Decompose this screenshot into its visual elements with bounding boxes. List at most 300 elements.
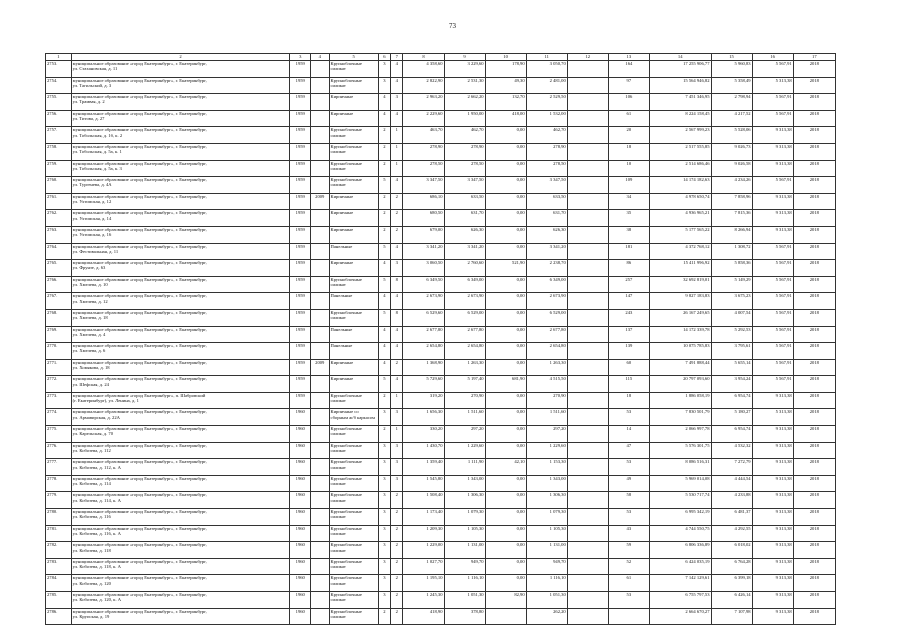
total-area: 4 358,60	[403, 61, 444, 78]
row-number: 2778.	[46, 475, 72, 492]
column-12	[567, 260, 608, 277]
limit-per-sqm: 5 567,91	[752, 243, 793, 260]
row-number: 2780.	[46, 509, 72, 526]
row-number: 2762.	[46, 210, 72, 227]
address-cell	[71, 525, 290, 542]
column-12	[567, 608, 608, 625]
year-built: 1960	[290, 492, 311, 509]
year-renovated	[311, 542, 329, 559]
planned-year: 2018	[793, 558, 835, 575]
entrances: 3	[391, 442, 403, 459]
year-renovated	[311, 127, 329, 144]
repair-cost: 5 969 014,08	[649, 475, 711, 492]
address-line-2: ул. Армавирская, д. 22А	[72, 414, 120, 420]
row-number: 2767.	[46, 293, 72, 310]
column-number-header: 17	[793, 54, 835, 61]
row-number: 2755.	[46, 94, 72, 111]
limit-per-sqm: 5 567,91	[752, 110, 793, 127]
floors: 5	[378, 243, 390, 260]
limit-per-sqm: 5 567,91	[752, 61, 793, 78]
year-built: 1960	[290, 442, 311, 459]
repair-cost: 6 755 797,53	[649, 592, 711, 609]
address-line-1: муниципальное образование «город Екатеринбург», г. Екатеринбург,	[72, 276, 207, 282]
limit-per-sqm: 5 567,91	[752, 326, 793, 343]
column-12	[567, 542, 608, 559]
cost-per-sqm: 6 954,74	[711, 392, 752, 409]
address-line-2: ул. Хмелева, д. 4	[72, 331, 106, 337]
repair-cost: 2 066 997,78	[649, 426, 711, 443]
premises-area: 631,70	[444, 210, 485, 227]
municipal-area: 0,00	[485, 276, 526, 293]
premises-area: 3 341,20	[444, 243, 485, 260]
private-area: 626,30	[526, 226, 567, 243]
private-area: 1 116,10	[526, 575, 567, 592]
table-row	[46, 409, 836, 426]
residents-count: 38	[608, 226, 649, 243]
repair-cost: 15 564 946,82	[649, 77, 711, 94]
table-row	[46, 359, 836, 376]
entrances: 3	[391, 409, 403, 426]
address-line-2: ул. Кобозева, д. 114	[72, 481, 111, 487]
address-line-2: ул. Карельская, д. 70	[72, 431, 113, 437]
column-number-header: 9	[444, 54, 485, 61]
wall-material: Кирпичные	[329, 376, 378, 393]
column-12	[567, 575, 608, 592]
column-12	[567, 143, 608, 160]
entrances: 4	[391, 110, 403, 127]
entrances: 1	[391, 160, 403, 177]
year-renovated	[311, 177, 329, 194]
limit-per-sqm: 9 313,38	[752, 509, 793, 526]
residents-count: 164	[608, 61, 649, 78]
year-built: 1960	[290, 409, 311, 426]
premises-area: 2 531,30	[444, 77, 485, 94]
premises-area: 297,20	[444, 426, 485, 443]
residents-count: 61	[608, 575, 649, 592]
address-line-2: (г. Екатеринбург), ул. Ленина, д. 1	[72, 398, 139, 404]
row-number: 2773.	[46, 392, 72, 409]
planned-year: 2018	[793, 94, 835, 111]
row-number: 2782.	[46, 542, 72, 559]
column-12	[567, 592, 608, 609]
residents-count: 18	[608, 143, 649, 160]
wall-material: Панельные	[329, 326, 378, 343]
total-area: 319,20	[403, 392, 444, 409]
floors: 2	[378, 143, 390, 160]
column-12	[567, 326, 608, 343]
year-renovated: 2009	[311, 193, 329, 210]
address-cell	[71, 309, 290, 326]
total-area: 3 347,50	[403, 177, 444, 194]
address-cell	[71, 359, 290, 376]
table-row	[46, 459, 836, 476]
private-area: 1 229,60	[526, 442, 567, 459]
entrances: 2	[391, 525, 403, 542]
row-number: 2764.	[46, 243, 72, 260]
cost-per-sqm: 5 358,49	[711, 77, 752, 94]
cost-per-sqm: 4 007,54	[711, 309, 752, 326]
table-row	[46, 260, 836, 277]
total-area: 1 368,90	[403, 359, 444, 376]
row-number: 2771.	[46, 359, 72, 376]
repair-cost: 4 978 650,74	[649, 193, 711, 210]
private-area: 4 515,50	[526, 376, 567, 393]
repair-cost: 2 567 999,23	[649, 127, 711, 144]
limit-per-sqm: 9 313,38	[752, 459, 793, 476]
premises-area: 270,90	[444, 392, 485, 409]
premises-area: 278,50	[444, 160, 485, 177]
planned-year: 2018	[793, 475, 835, 492]
wall-material: Кирпичные	[329, 226, 378, 243]
wall-material: Крупноблочные силикат	[329, 442, 378, 459]
repair-cost: 10 075 785,83	[649, 343, 711, 360]
cost-per-sqm: 5 292,53	[711, 326, 752, 343]
table-row	[46, 525, 836, 542]
address-line-1: муниципальное образование «город Екатеринбург», г. Екатеринбург,	[72, 343, 207, 349]
table-row	[46, 210, 836, 227]
private-area: 3 341,20	[526, 243, 567, 260]
year-built: 1960	[290, 542, 311, 559]
year-built: 1959	[290, 276, 311, 293]
repair-cost: 8 224 158,45	[649, 110, 711, 127]
address-line-1: муниципальное образование «город Екатеринбург», г. Екатеринбург,	[72, 77, 207, 83]
planned-year: 2018	[793, 592, 835, 609]
year-renovated	[311, 61, 329, 78]
wall-material: Крупноблочные силикат	[329, 276, 378, 293]
entrances: 2	[391, 558, 403, 575]
premises-area: 626,30	[444, 226, 485, 243]
wall-material: Крупноблочные силикат	[329, 608, 378, 625]
address-line-1: муниципальное образование «город Екатеринбург», г. Екатеринбург,	[72, 309, 207, 315]
address-line-1: муниципальное образование «город Екатеринбург», п. Шабровский	[72, 392, 206, 398]
entrances: 4	[391, 61, 403, 78]
total-area: 2 673,90	[403, 293, 444, 310]
table-row	[46, 61, 836, 78]
row-number: 2763.	[46, 226, 72, 243]
address-line-1: муниципальное образование «город Екатеринбург», г. Екатеринбург,	[72, 177, 207, 183]
address-cell	[71, 177, 290, 194]
address-cell	[71, 343, 290, 360]
entrances: 3	[391, 475, 403, 492]
residents-count: 34	[608, 193, 649, 210]
planned-year: 2018	[793, 160, 835, 177]
row-number: 2785.	[46, 592, 72, 609]
repair-cost: 17 255 906,77	[649, 61, 711, 78]
municipal-area: 0,00	[485, 509, 526, 526]
wall-material: Кирпичные	[329, 210, 378, 227]
address-cell	[71, 376, 290, 393]
limit-per-sqm: 9 313,38	[752, 592, 793, 609]
municipal-area: 0,00	[485, 309, 526, 326]
limit-per-sqm: 5 567,91	[752, 359, 793, 376]
cost-per-sqm: 5 858,36	[711, 260, 752, 277]
address-line-2: ул. Кобозева, д. 120	[72, 580, 111, 586]
column-number-header: 5	[329, 54, 378, 61]
address-cell	[71, 492, 290, 509]
wall-material: Панельные	[329, 343, 378, 360]
private-area: 1 079,30	[526, 509, 567, 526]
address-line-1: муниципальное образование «город Екатеринбург», г. Екатеринбург,	[72, 542, 207, 548]
wall-material: Крупноблочные силикат	[329, 592, 378, 609]
floors: 4	[378, 326, 390, 343]
wall-material: Крупноблочные силикат	[329, 459, 378, 476]
floors: 2	[378, 210, 390, 227]
private-area: 2 654,80	[526, 343, 567, 360]
wall-material: Крупноблочные силикат	[329, 309, 378, 326]
private-area: 297,20	[526, 426, 567, 443]
column-number-header: 13	[608, 54, 649, 61]
floors: 2	[378, 608, 390, 625]
floors: 3	[378, 409, 390, 426]
entrances: 4	[391, 376, 403, 393]
address-line-1: муниципальное образование «город Екатеринбург», г. Екатеринбург,	[72, 260, 207, 266]
repair-cost: 14 174 182,63	[649, 177, 711, 194]
wall-material: Крупноблочные силикат	[329, 160, 378, 177]
address-cell	[71, 243, 290, 260]
municipal-area: 0,00	[485, 243, 526, 260]
private-area: 1 153,30	[526, 459, 567, 476]
premises-area: 1 306,30	[444, 492, 485, 509]
row-number: 2776.	[46, 442, 72, 459]
total-area: 1 195,10	[403, 575, 444, 592]
residents-count: 47	[608, 442, 649, 459]
column-12	[567, 177, 608, 194]
address-line-1: муниципальное образование «город Екатеринбург», г. Екатеринбург,	[72, 143, 207, 149]
cost-per-sqm: 4 234,26	[711, 177, 752, 194]
premises-area: 2 654,80	[444, 343, 485, 360]
address-line-1: муниципальное образование «город Екатеринбург», г. Екатеринбург,	[72, 475, 207, 481]
planned-year: 2018	[793, 276, 835, 293]
residents-count: 61	[608, 110, 649, 127]
municipal-area: 0,00	[485, 210, 526, 227]
cost-per-sqm: 1 308,72	[711, 243, 752, 260]
municipal-area: 0,00	[485, 343, 526, 360]
row-number: 2784.	[46, 575, 72, 592]
year-renovated: 2009	[311, 359, 329, 376]
cost-per-sqm: 6 764,28	[711, 558, 752, 575]
municipal-area: 82,90	[485, 592, 526, 609]
wall-material: Крупноблочные силикат	[329, 426, 378, 443]
address-cell	[71, 475, 290, 492]
address-line-2: ул. Тобольская, д. 5а, к. 1	[72, 149, 122, 155]
wall-material: Крупноблочные силикат	[329, 61, 378, 78]
repair-cost: 4 372 768,12	[649, 243, 711, 260]
address-line-2: ул. Кобозева, д. 112, к. А	[72, 464, 121, 470]
table-row	[46, 177, 836, 194]
address-cell	[71, 293, 290, 310]
private-area: 633,50	[526, 193, 567, 210]
total-area: 2 822,90	[403, 77, 444, 94]
table-row	[46, 160, 836, 177]
address-line-2: ул. Кобозева, д. 120, к. А	[72, 597, 122, 603]
year-built: 1960	[290, 592, 311, 609]
year-renovated	[311, 260, 329, 277]
premises-area: 1 105,30	[444, 525, 485, 542]
cost-per-sqm: 4 532,32	[711, 442, 752, 459]
row-number: 2765.	[46, 260, 72, 277]
repair-cost: 6 995 342,19	[649, 509, 711, 526]
address-line-2: ул. Стахановская, д. 11	[72, 66, 118, 72]
entrances: 8	[391, 309, 403, 326]
year-renovated	[311, 492, 329, 509]
row-number: 2786.	[46, 608, 72, 625]
floors: 3	[378, 475, 390, 492]
address-line-2: ул. Фестивальная, д. 11	[72, 248, 119, 254]
private-area: 631,70	[526, 210, 567, 227]
total-area: 3 341,20	[403, 243, 444, 260]
address-cell	[71, 575, 290, 592]
municipal-area: 0,00	[485, 293, 526, 310]
residents-count: 115	[608, 376, 649, 393]
column-number-header: 12	[567, 54, 608, 61]
table-row	[46, 558, 836, 575]
floors: 2	[378, 160, 390, 177]
column-12	[567, 210, 608, 227]
address-line-2: ул. Титова, д. 27	[72, 116, 105, 122]
residents-count: 59	[608, 542, 649, 559]
repair-cost: 7 830 501,79	[649, 409, 711, 426]
year-renovated	[311, 442, 329, 459]
wall-material: Крупноблочные силикат	[329, 475, 378, 492]
municipal-area: 0,00	[485, 226, 526, 243]
address-line-2: ул. Ухтомская, д. 12	[72, 199, 112, 205]
total-area: 2 677,80	[403, 326, 444, 343]
premises-area: 5 197,40	[444, 376, 485, 393]
total-area: 686,10	[403, 193, 444, 210]
municipal-area: 0,00	[485, 525, 526, 542]
row-number: 2768.	[46, 309, 72, 326]
total-area: 5 729,60	[403, 376, 444, 393]
address-line-1: муниципальное образование «город Екатеринбург», г. Екатеринбург,	[72, 326, 207, 332]
address-line-1: муниципальное образование «город Екатеринбург», г. Екатеринбург,	[72, 127, 207, 133]
row-number: 2757.	[46, 127, 72, 144]
floors: 3	[378, 77, 390, 94]
table-row	[46, 542, 836, 559]
year-built: 1960	[290, 475, 311, 492]
year-renovated	[311, 525, 329, 542]
limit-per-sqm: 5 567,91	[752, 177, 793, 194]
entrances: 1	[391, 426, 403, 443]
row-number: 2766.	[46, 276, 72, 293]
cost-per-sqm: 7 858,96	[711, 193, 752, 210]
limit-per-sqm: 9 313,38	[752, 226, 793, 243]
repair-cost: 6 424 035,19	[649, 558, 711, 575]
residents-count: 86	[608, 260, 649, 277]
private-area: 1 131,00	[526, 542, 567, 559]
address-line-2: ул. Кобозева, д. 116, к. А	[72, 530, 121, 536]
address-line-2: ул. Фрунзе, д. 63	[72, 265, 106, 271]
column-12	[567, 392, 608, 409]
cost-per-sqm: 3 954,24	[711, 376, 752, 393]
planned-year: 2018	[793, 492, 835, 509]
total-area: 6 529,60	[403, 309, 444, 326]
entrances: 2	[391, 492, 403, 509]
limit-per-sqm: 9 313,38	[752, 193, 793, 210]
column-12	[567, 127, 608, 144]
floors: 3	[378, 61, 390, 78]
limit-per-sqm: 9 313,38	[752, 558, 793, 575]
row-number: 2756.	[46, 110, 72, 127]
cost-per-sqm: 9 026,73	[711, 143, 752, 160]
planned-year: 2018	[793, 77, 835, 94]
year-built: 1959	[290, 193, 311, 210]
table-row	[46, 376, 836, 393]
premises-area: 2 760,60	[444, 260, 485, 277]
column-number-header: 14	[649, 54, 711, 61]
total-area: 1 173,40	[403, 509, 444, 526]
limit-per-sqm: 5 567,91	[752, 260, 793, 277]
residents-count: 53	[608, 592, 649, 609]
address-line-1: муниципальное образование «город Екатеринбург», г. Екатеринбург,	[72, 293, 207, 299]
repair-cost: 7 491 888,44	[649, 359, 711, 376]
private-area: 1 105,30	[526, 525, 567, 542]
private-area: 1 051,30	[526, 592, 567, 609]
cost-per-sqm: 5 528,06	[711, 127, 752, 144]
column-12	[567, 525, 608, 542]
column-12	[567, 243, 608, 260]
total-area: 330,20	[403, 426, 444, 443]
cost-per-sqm: 9 026,58	[711, 160, 752, 177]
limit-per-sqm: 9 313,38	[752, 442, 793, 459]
address-cell	[71, 94, 290, 111]
residents-count: 53	[608, 509, 649, 526]
planned-year: 2018	[793, 575, 835, 592]
row-number: 2753.	[46, 61, 72, 78]
address-cell	[71, 127, 290, 144]
total-area: 1 027,70	[403, 558, 444, 575]
address-line-1: муниципальное образование «город Екатеринбург», г. Екатеринбург,	[72, 575, 207, 581]
address-cell	[71, 509, 290, 526]
planned-year: 2018	[793, 392, 835, 409]
floors: 3	[378, 459, 390, 476]
column-12	[567, 426, 608, 443]
premises-area: 3 347,50	[444, 177, 485, 194]
municipal-area: 418,00	[485, 110, 526, 127]
row-number: 2774.	[46, 409, 72, 426]
table-row	[46, 110, 836, 127]
municipal-area: 0,00	[485, 558, 526, 575]
floors: 2	[378, 426, 390, 443]
residents-count: 49	[608, 475, 649, 492]
wall-material: Панельные	[329, 293, 378, 310]
residents-count: 52	[608, 558, 649, 575]
entrances: 3	[391, 94, 403, 111]
address-cell	[71, 442, 290, 459]
year-built: 1959	[290, 359, 311, 376]
table-row	[46, 243, 836, 260]
private-area: 270,90	[526, 392, 567, 409]
municipal-area: 178,90	[485, 61, 526, 78]
address-cell	[71, 409, 290, 426]
entrances: 2	[391, 608, 403, 625]
table-row	[46, 492, 836, 509]
floors: 3	[378, 592, 390, 609]
year-built: 1960	[290, 575, 311, 592]
row-number: 2759.	[46, 160, 72, 177]
column-12	[567, 376, 608, 393]
column-12	[567, 492, 608, 509]
table-row	[46, 592, 836, 609]
floors: 3	[378, 442, 390, 459]
year-built: 1959	[290, 94, 311, 111]
private-area: 462,70	[526, 127, 567, 144]
planned-year: 2018	[793, 343, 835, 360]
private-area: 1 306,30	[526, 492, 567, 509]
wall-material: Крупноблочные силикат	[329, 558, 378, 575]
column-12	[567, 110, 608, 127]
table-row	[46, 127, 836, 144]
address-line-1: муниципальное образование «город Екатеринбург», г. Екатеринбург,	[72, 442, 207, 448]
